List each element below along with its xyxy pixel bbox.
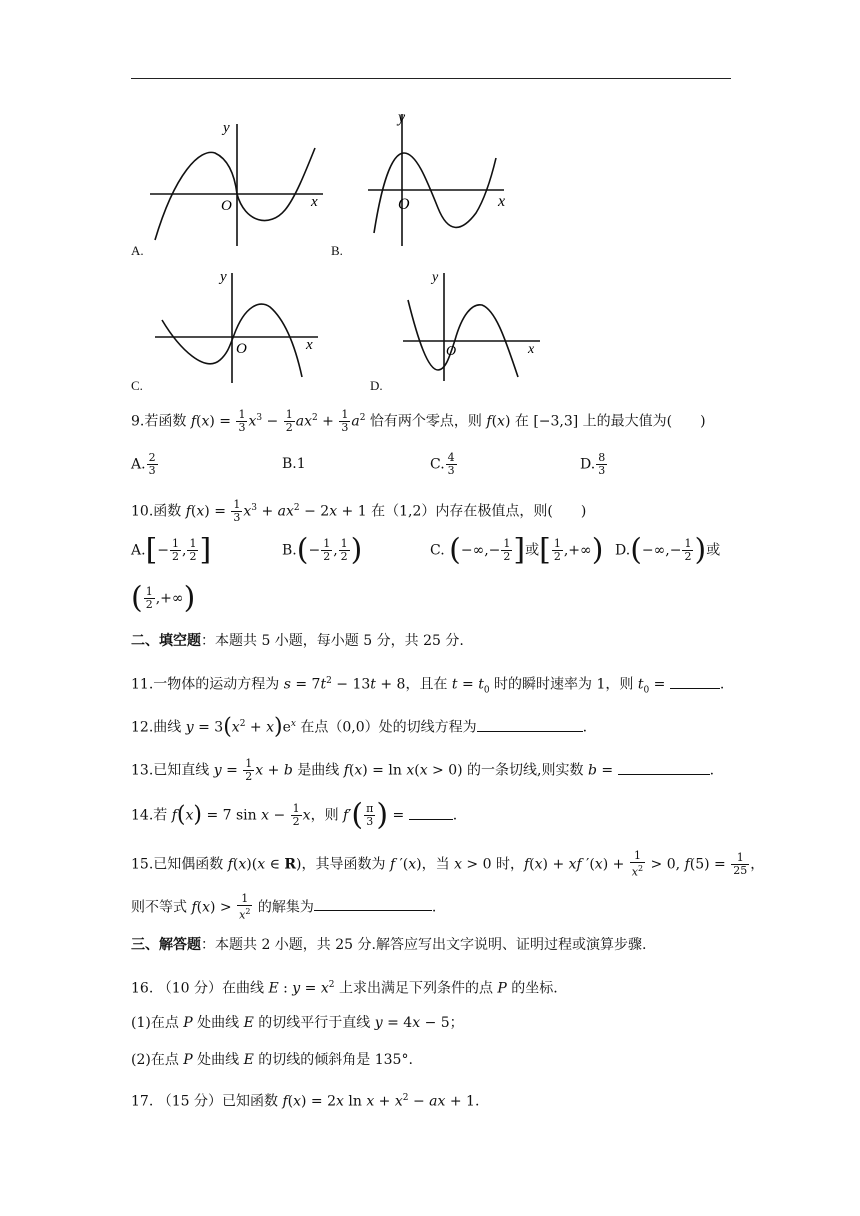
- figure-d-origin-label: O: [446, 344, 457, 359]
- question-16-part-2: (2)在点 P 处曲线 E 的切线的倾斜角是 135°.: [131, 1052, 413, 1068]
- q12-answer-blank[interactable]: [477, 717, 583, 732]
- figure-a-x-label: x: [311, 194, 318, 210]
- section-3-heading: 三、解答题：本题共 2 小题，共 25 分.解答应写出文字说明、证明过程或演算步骤.: [131, 937, 647, 953]
- figure-b-y-label: y: [398, 109, 406, 126]
- question-16-part-1: (1)在点 P 处曲线 E 的切线平行于直线 y = 4x − 5；: [131, 1015, 464, 1031]
- question-16: 16. （10 分）在曲线 E : $y = x^2$ 上求出满足下列条件的点 P 的坐标.: [131, 980, 558, 997]
- question-15: 15.已知偶函数 f(x)(x ∈ R)，其导函数为 f ′(x)，当 x > 0 时，f(x) + xf ′(x) + $\frac{1}{x^2}$ > 0, f(5) = $\frac{1}{25}$ ，: [131, 849, 765, 879]
- figure-d: [400, 265, 550, 385]
- question-17: 17. （15 分）已知函数 f(x) = 2x $\ln x + x^2$ − ax + 1.: [131, 1093, 480, 1110]
- figure-a: [145, 118, 335, 250]
- figure-c-label: C.: [131, 378, 143, 393]
- question-12: 12.曲线 $y = 3(x^2 + x)e^x$ 在点（0,0）处的切线方程为 .: [131, 714, 588, 740]
- figure-a-origin-label: O: [221, 198, 232, 214]
- header-rule: [131, 78, 731, 79]
- question-11: 11.一物体的运动方程为 $s = 7t^2 - 13t + 8$，且在 $t = t_0$ 时的瞬时速率为 1，则 $t_0$ = .: [131, 671, 724, 700]
- q9-option-c[interactable]: C. $\frac{4}{3}$: [430, 451, 455, 477]
- question-13: 13.已知直线 y = $\frac{1}{2}$ x + b 是曲线 f(x) = ln x(x > 0) 的一条切线,则实数 b = .: [131, 757, 715, 783]
- q10-option-d[interactable]: D.(−∞,− $\frac{1}{2}$ )或: [615, 532, 721, 568]
- figure-b-origin-label: O: [398, 196, 410, 213]
- question-14: 14.若 f(x) = 7 sin x − $\frac{1}{2}$ x，则 f′( $\frac{\pi}{3}$ ) = .: [131, 797, 458, 833]
- q9-option-d[interactable]: D. $\frac{8}{3}$: [580, 451, 606, 477]
- q10-option-c[interactable]: C. (−∞,− $\frac{1}{2}$ ]或[ $\frac{1}{2}$ ,+∞): [430, 532, 604, 568]
- figure-b-x-label: x: [498, 193, 506, 210]
- q10-option-d-cont: ( $\frac{1}{2}$ ,+∞): [131, 580, 196, 616]
- figure-d-y-label: y: [432, 270, 439, 285]
- question-10: 10.函数 f(x) = $\frac{1}{3}$ $x^3 + ax^2 - 2x + 1$ 在（1,2）内存在极值点，则( ): [131, 498, 587, 525]
- q13-answer-blank[interactable]: [618, 760, 710, 775]
- q15-answer-blank[interactable]: [314, 896, 432, 911]
- question-9: 9.若函数 f(x) = $\frac{1}{3}$ $x^3$ − $\frac{1}{2}$ $ax^2$ + $\frac{1}{3}$ $a^2$ 恰有两个零点，则 f(x) 在 [−3,3] 上的最大值为( ): [131, 408, 706, 435]
- q14-answer-blank[interactable]: [409, 805, 453, 820]
- figure-b-label: B.: [331, 243, 343, 258]
- q11-answer-blank[interactable]: [670, 674, 720, 689]
- figure-d-x-label: x: [528, 342, 535, 357]
- figure-c-x-label: x: [306, 337, 313, 353]
- q9-option-a[interactable]: A. $\frac{2}{3}$: [131, 451, 156, 477]
- figure-d-label: D.: [370, 378, 383, 393]
- figure-c: [150, 265, 325, 385]
- figure-b: [366, 108, 516, 248]
- figure-a-y-label: y: [223, 120, 230, 136]
- figure-a-label: A.: [131, 243, 144, 258]
- q9-option-b[interactable]: B.1: [282, 456, 306, 472]
- section-2-heading: 二、填空题：本题共 5 小题，每小题 5 分，共 25 分.: [131, 633, 464, 649]
- figure-c-y-label: y: [220, 269, 227, 285]
- question-15-line-2: 则不等式 f(x) > $\frac{1}{x^2}$ 的解集为 .: [131, 892, 437, 922]
- figure-c-origin-label: O: [236, 341, 247, 357]
- q10-option-a[interactable]: A.[− $\frac{1}{2}$ , $\frac{1}{2}$ ]: [131, 532, 212, 568]
- q10-option-b[interactable]: B.(− $\frac{1}{2}$ , $\frac{1}{2}$ ): [282, 532, 363, 568]
